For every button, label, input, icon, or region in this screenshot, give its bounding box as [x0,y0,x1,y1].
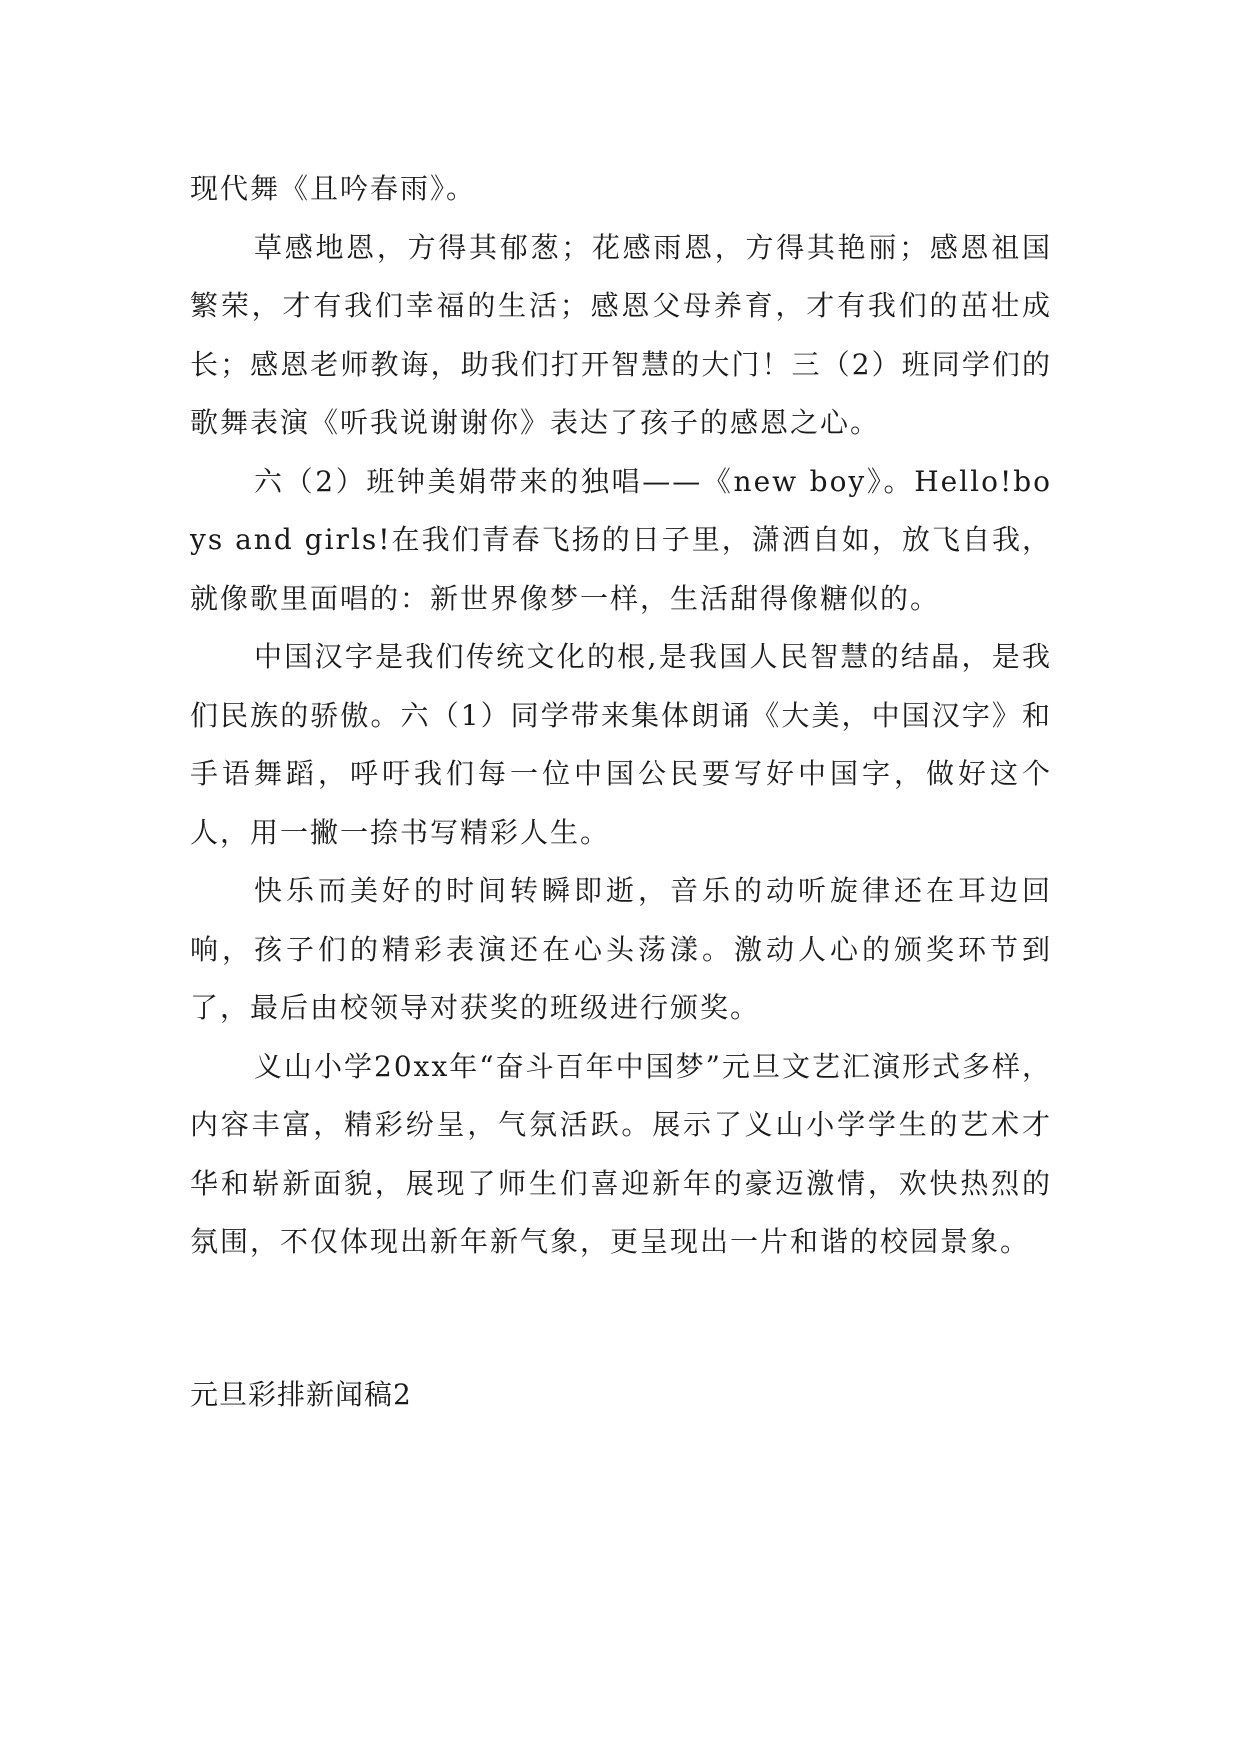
paragraph-5: 快乐而美好的时间转瞬即逝，音乐的动听旋律还在耳边回响，孩子们的精彩表演还在心头荡漾。激动人心的颁奖环节到了，最后由校领导对获奖的班级进行颁奖。 [190,874,1052,1024]
paragraph-3: 六（2）班钟美娟带来的独唱——《new boy》。Hello!boys and girls!在我们青春飞扬的日子里，潇洒自如，放飞自我，就像歌里面唱的：新世界像梦一样，生活甜得像糖似的。 [190,464,1052,615]
section-heading: 元旦彩排新闻稿2 [190,1377,412,1411]
paragraph-1: 现代舞《且吟春雨》。 [190,172,477,205]
document-body [190,160,1052,1424]
paragraph-4: 中国汉字是我们传统文化的根,是我国人民智慧的结晶，是我们民族的骄傲。六（1）同学带来集体朗诵《大美，中国汉字》和手语舞蹈，呼吁我们每一位中国公民要写好中国字，做好这个人，用一撇一捺书写精彩人生。 [190,640,1052,849]
paragraph-2: 草感地恩，方得其郁葱；花感雨恩，方得其艳丽；感恩祖国繁荣，才有我们幸福的生活；感恩父母养育，才有我们的茁壮成长；感恩老师教诲，助我们打开智慧的大门！三（2）班同学们的歌舞表演《听我说谢谢你》表达了孩子的感恩之心。 [190,230,1052,439]
paragraph-6: 义山小学20xx年“奋斗百年中国梦”元旦文艺汇演形式多样，内容丰富，精彩纷呈，气氛活跃。展示了义山小学学生的艺术才华和崭新面貌，展现了师生们喜迎新年的豪迈激情，欢快热烈的氛围，不仅体现出新年新气象，更呈现出一片和谐的校园景象。 [190,1049,1052,1258]
